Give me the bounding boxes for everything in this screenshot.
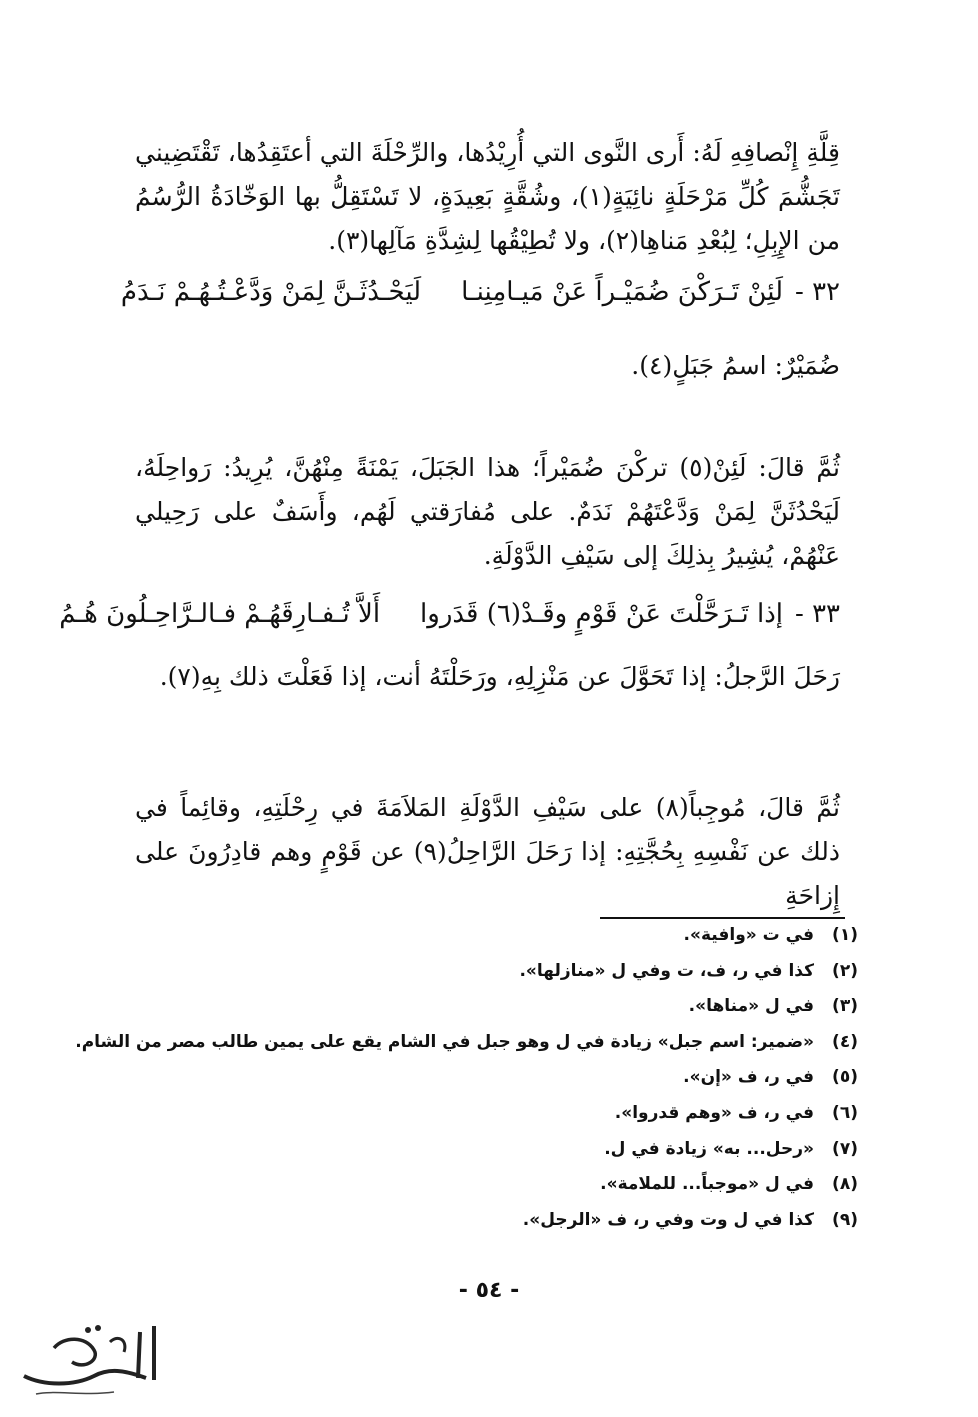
footnote-item	[128, 1203, 858, 1239]
footnote-number: (٥)	[832, 1067, 858, 1088]
footnote-number: (١)	[832, 925, 858, 945]
verse-33-line	[59, 590, 840, 638]
verse-33-second-hemistich: أَلاَّ تُـفـارِقَهُـمْ فـالـرَّاحِـلُونَ هُـمُ	[59, 599, 381, 629]
footnote-text: في ل «موجباً... للملامة».	[600, 1174, 814, 1195]
footnote-text: في ت «وافية».	[683, 925, 814, 945]
verse-32-first-hemistich	[461, 268, 840, 316]
footnote-item	[75, 1025, 858, 1061]
paragraph-intro: قِلَّةِ إِنْصافِهِ لَهُ: أَرى النَّوى التي أُرِيْدُها، والرِّحْلَةَ التي أعتَقِدُها، تَقْتَضِيني تَجَشُّمَ كُلِّ مَرْحَلَةٍ نائِيَةٍ(١)، وشُقَّةٍ بَعِيدَةٍ، لا تَسْتَقِلُّ بها الوَخّادَةُ الرُّسُمُ من الإِبِلِ؛ لِبُعْدِ مَناهِا(٢)، ولا تُطِيْقُها لِشِدَّةِ مَآلِها(٣).	[135, 138, 840, 255]
footnote-item	[128, 1096, 858, 1132]
footnote-item	[128, 1167, 858, 1203]
verse-33-first-hemistich	[420, 590, 840, 638]
verse-32-number: ٣٢ -	[795, 277, 840, 307]
verse-32-hemistich-1-text: لَئِنْ تَـرَكْنَ ضُمَيْـراً عَنْ مَيـامِنِنـا	[461, 277, 783, 307]
footnote-number: (٢)	[832, 960, 858, 981]
verse-32-second-hemistich: لَيَحْـدُثَـنَّ لِمَنْ وَدَّعْـتُـهُـمْ نَـدَمُ	[120, 277, 422, 307]
page-number: - ٥٤ -	[458, 1278, 520, 1303]
footnote-item	[128, 1060, 858, 1096]
calligraphy-watermark-logo	[14, 1318, 164, 1408]
footnotes-list	[75, 918, 858, 1238]
footnote-text: في ل «مناها».	[688, 996, 814, 1017]
verse-33-gloss: رَحَلَ الرَّجلُ: إذا تَحَوَّلَ عن مَنْزِلِهِ، ورَحَلْتَهُ أنت، إذا فَعَلْتَ ذلك بِهِ(٧).	[159, 662, 840, 691]
footnote-item	[128, 1132, 858, 1168]
footnote-number: (٩)	[832, 1209, 858, 1230]
verse-33-number: ٣٣ -	[795, 599, 840, 629]
footnote-number: (٤)	[832, 1031, 858, 1052]
footnote-text: «رحل... به» زيادة في ل.	[604, 1138, 814, 1159]
verse-32-line	[120, 268, 840, 316]
footnote-text: كذا في ر، ف، ت وفي ل «منازلها».	[519, 960, 814, 981]
footnote-item	[128, 954, 858, 990]
paragraph-commentary-33: ثُمَّ قالَ، مُوجِباً(٨) على سَيْفِ الدَّوْلَةِ المَلاَمَةَ في رِحْلَتِهِ، وقائِماً في ذلك عن نَفْسِهِ بِحُجَّتِهِ: إذا رَحَلَ الرَّاحِلُ(٩) عن قَوْمٍ وهم قادِرُونَ على إِزاحَةِ	[135, 793, 840, 910]
footnote-item	[128, 989, 858, 1025]
verse-33-hemistich-1-text: إذا تَـرَحَّلْتَ عَنْ قَوْمٍ وقَـدْ(٦) قَدَروا	[420, 599, 783, 629]
footnote-number: (٧)	[832, 1138, 858, 1159]
footnote-text: كذا في ل وت وفي ر، ف «الرجل».	[522, 1209, 814, 1230]
verse-32-gloss: ضُمَيْرٌ: اسمُ جَبَلٍ(٤).	[631, 351, 840, 380]
footnote-number: (٣)	[832, 996, 858, 1017]
footnote-text: في ر، ف «وهم قدروا».	[614, 1102, 814, 1123]
footnote-text: في ر، ف «إن».	[683, 1067, 814, 1088]
footnote-item	[128, 918, 858, 954]
footnote-text: «ضمير: اسم جبل» زيادة في ل وهو جبل في الشام يقع على يمين طالب مصر من الشام.	[75, 1031, 814, 1052]
paragraph-commentary-32: ثُمَّ قالَ: لَئِنْ(٥) تركْنَ ضُمَيْراً؛ هذا الجَبَلَ، يَمْنَةً مِنْهُنَّ، يُرِيدُ: رَواحِلَهُ، لَيَحْدُثَنَّ لِمَنْ وَدَّعْتَهُمْ نَدَمٌ. على مُفارَقتي لَهُم، وأَسَفٌ على رَحِيلي عَنْهُمْ، يُشِيرُ بِذلِكَ إلى سَيْفِ الدَّوْلَةِ.	[135, 453, 840, 570]
footnote-number: (٦)	[832, 1102, 858, 1123]
footnote-number: (٨)	[832, 1174, 858, 1195]
verse-32	[120, 268, 840, 316]
verse-33	[59, 590, 840, 638]
